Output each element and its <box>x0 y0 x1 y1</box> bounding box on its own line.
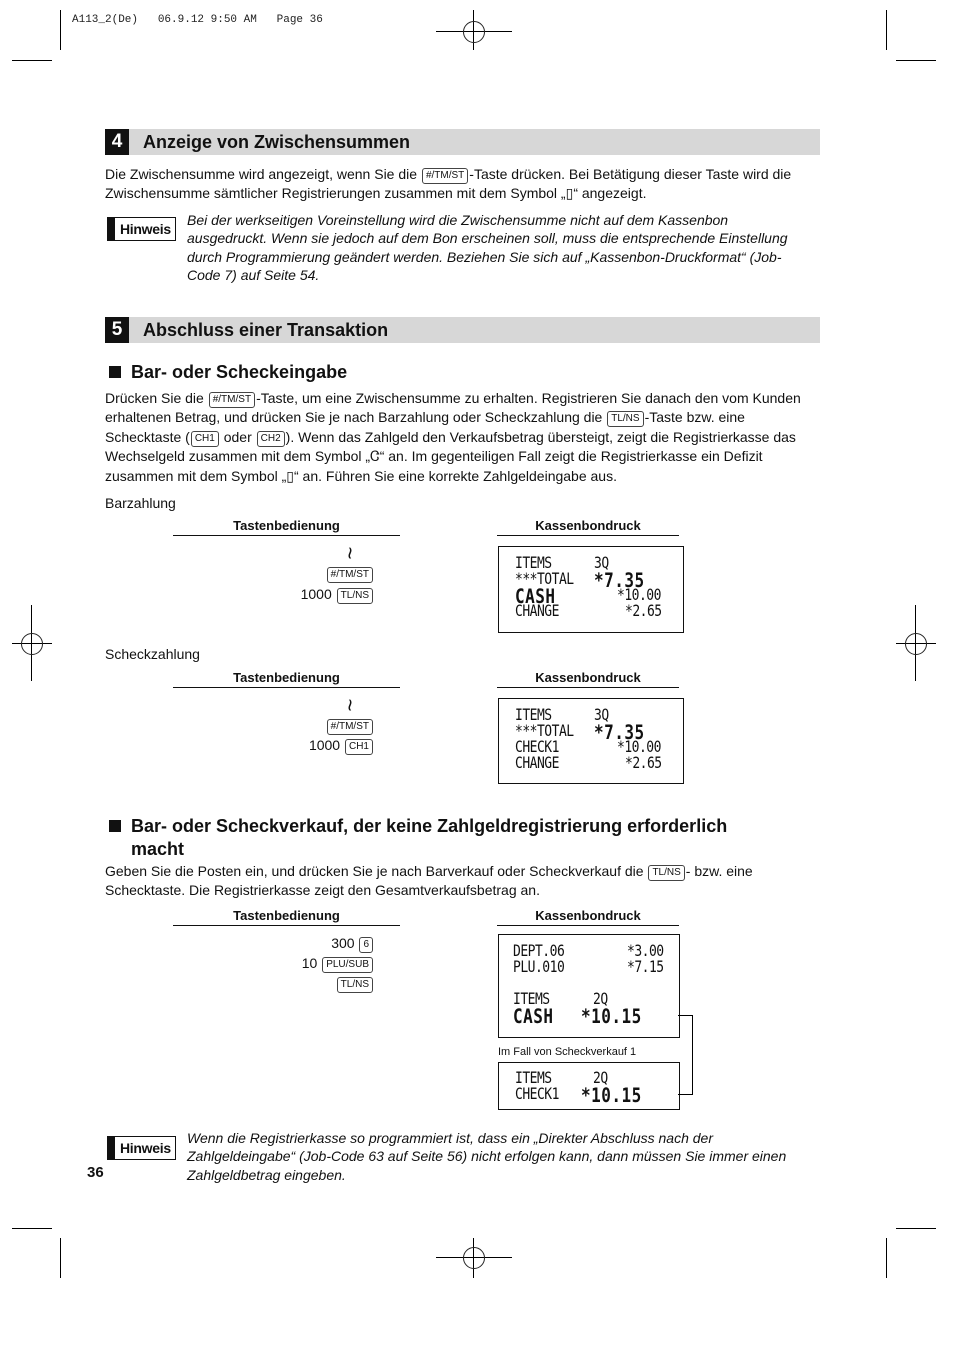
kassenbondruck-header: Kassenbondruck <box>497 670 679 688</box>
tm-st-key: #/TM/ST <box>327 567 373 583</box>
ch1-key: CH1 <box>345 739 373 755</box>
key-sequence-row: 1000 CH1 <box>174 737 374 755</box>
subheading-bar-scheckeingabe: Bar- oder Scheckeingabe <box>109 361 347 384</box>
key-sequence-row: 10 PLU/SUB <box>174 955 374 973</box>
tastenbedienung-header: Tastenbedienung <box>173 670 400 688</box>
tl-ns-key: TL/NS <box>337 588 373 604</box>
omission-tilde-icon: ~ <box>337 698 363 712</box>
deficit-symbol-icon: ▯ <box>286 467 294 484</box>
receipt-check-sale: ITEMS 2Q CHECK1 *10.15 <box>498 1062 680 1110</box>
subtotal-symbol-icon: ▯ <box>565 185 574 202</box>
section-title: Abschluss einer Transaktion <box>143 320 389 340</box>
subheading-scheckverkauf: Bar- oder Scheckverkauf, der keine Zahlgeldregistrierung erforderlich macht <box>109 815 829 861</box>
tl-ns-key: TL/NS <box>337 977 373 993</box>
kassenbondruck-header: Kassenbondruck <box>497 908 679 926</box>
scheckverkauf-paragraph: Geben Sie die Posten ein, und drücken Sie je nach Barverkauf oder Scheckverkauf die TL/NS - bzw. eine Schecktaste. Die Registrierkasse zeigt den Gesamtverkaufsbetrag an. <box>105 863 753 899</box>
ch1-key: CH1 <box>191 431 219 447</box>
square-bullet-icon <box>109 366 121 378</box>
tl-ns-key: TL/NS <box>648 865 684 881</box>
hinweis-note-1: Bei der werkseitigen Voreinstellung wird die Zwischensumme nicht auf dem Kassenbon ausgedruckt. Wenn sie jedoch auf dem Bon erscheinen soll, muss die entsprechende Einstellung durch Programmierung geändert werden. Beziehen Sie sich auf „Kassenbon-Druckformat“ (Job- Code 7) auf Seite 54. <box>187 212 788 284</box>
section-4-paragraph: Die Zwischensumme wird angezeigt, wenn Sie die #/TM/ST -Taste drücken. Bei Betätigung dieser Taste wird die Zwischensumme sämtlicher Registrierungen zusammen mit dem Symbol „▯“ angezeigt. <box>105 166 792 202</box>
section-5-header <box>105 317 820 343</box>
section-number: 4 <box>105 129 129 155</box>
key-sequence-row <box>174 975 374 993</box>
label-scheckzahlung: Scheckzahlung <box>105 646 200 662</box>
section-title: Anzeige von Zwischensummen <box>143 132 411 152</box>
kassenbondruck-header: Kassenbondruck <box>497 518 679 536</box>
hinweis-label: Hinweis <box>107 1136 176 1160</box>
receipt-cash-sale: DEPT.06 *3.00 PLU.010 *7.15 ITEMS 2Q CASH *10.15 <box>498 934 680 1038</box>
check-sale-note: Im Fall von Scheckverkauf 1 <box>498 1046 637 1058</box>
key-sequence-row <box>174 717 374 735</box>
label-barzahlung: Barzahlung <box>105 495 176 511</box>
omission-tilde-icon: ~ <box>337 546 363 560</box>
section-4-header <box>105 129 820 155</box>
page-number: 36 <box>87 1164 104 1181</box>
hinweis-note-2: Wenn die Registrierkasse so programmiert ist, dass ein „Direkter Abschluss nach der Zahlgeldeingabe“ (Job-Code 63 auf Seite 56) nicht erfolgen kann, dann müssen Sie immer einen Zahlgeldbetrag eingeben. <box>187 1130 787 1183</box>
tastenbedienung-header: Tastenbedienung <box>173 518 400 536</box>
tl-ns-key: TL/NS <box>607 411 643 427</box>
ch2-key: CH2 <box>257 431 285 447</box>
key-sequence-row <box>174 565 374 583</box>
change-symbol-icon: Ꮳ <box>370 448 380 465</box>
square-bullet-icon <box>109 820 121 832</box>
hinweis-label: Hinweis <box>107 217 176 241</box>
print-header: A113_2(De) 06.9.12 9:50 AM Page 36 <box>72 14 323 26</box>
dept-6-key: 6 <box>359 937 373 953</box>
key-sequence-row: 1000 TL/NS <box>174 586 374 604</box>
tastenbedienung-header: Tastenbedienung <box>173 908 400 926</box>
receipt-check: ITEMS 3Q ***TOTAL *7.35 CHECK1 *10.00 CHANGE *2.65 <box>498 698 684 784</box>
tm-st-key: #/TM/ST <box>327 719 373 735</box>
plu-sub-key: PLU/SUB <box>322 957 373 973</box>
section-number: 5 <box>105 317 129 343</box>
receipt-cash: ITEMS 3Q ***TOTAL *7.35 CASH *10.00 CHANGE *2.65 <box>498 546 684 633</box>
section-5-paragraph: Drücken Sie die #/TM/ST -Taste, um eine Zwischensumme zu erhalten. Registrieren Sie danach den vom Kunden erhaltenen Betrag, und drücken Sie je nach Barzahlung oder Scheckzahlung die TL/NS -Taste bzw. eine Schecktaste ( CH1 oder CH2 ). Wenn das Zahlgeld den Verkaufsbetrag übersteigt, zeigt die Registrierkasse das Wechselgeld zusammen mit dem Symbol „Ꮳ“ an. Im gegenteiligen Fall zeigt die Registrierkasse ein Defizit zusammen mit dem Symbol „▯“ an. Führen Sie eine korrekte Zahlgeldeingabe aus. <box>105 390 801 484</box>
tm-st-key: #/TM/ST <box>209 392 255 408</box>
key-sequence-row: 300 6 <box>174 935 374 953</box>
tm-st-key: #/TM/ST <box>422 168 468 184</box>
